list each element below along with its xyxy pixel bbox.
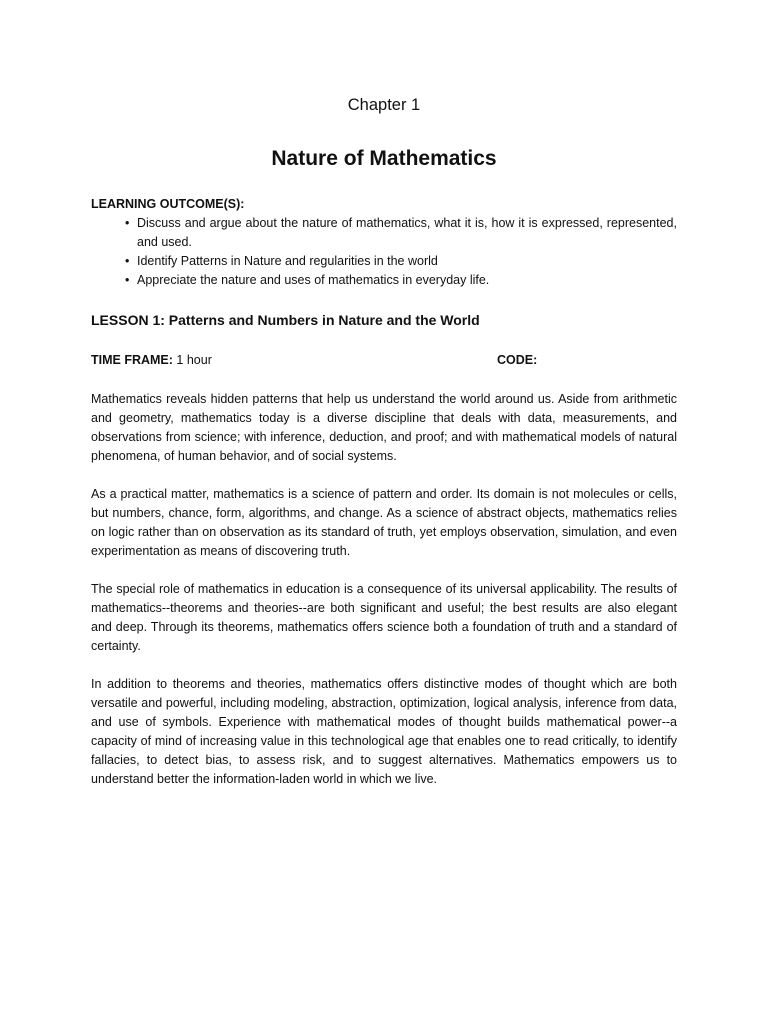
list-item <box>125 252 677 271</box>
list-item <box>125 271 677 290</box>
learning-outcome-text: Appreciate the nature and uses of mathematics in everyday life. <box>137 273 490 287</box>
learning-outcomes-heading: LEARNING OUTCOME(S): <box>91 197 245 211</box>
bullet-icon: • <box>125 254 130 268</box>
lesson-title: Patterns and Numbers in Nature and the World <box>168 312 480 328</box>
bullet-icon: • <box>125 273 130 287</box>
code-label: CODE: <box>497 353 538 367</box>
time-frame-value: 1 hour <box>176 353 212 367</box>
list-item <box>125 214 677 252</box>
learning-outcome-text: Identify Patterns in Nature and regularities in the world <box>137 254 438 268</box>
page-content <box>91 94 677 789</box>
body-paragraph: In addition to theorems and theories, mathematics offers distinctive modes of thought which are both versatile and powerful, including modeling, abstraction, optimization, logical analysis, inference from data, and use of symbols. Experience with mathematical modes of thought builds mathematical power--a capacity of mind of increasing value in this technological age that enables one to read critically, to identify fallacies, to detect bias, to assess risk, and to suggest alternatives. Mathematics empowers us to understand better the information-laden world in which we live. <box>91 677 677 786</box>
body-paragraph: As a practical matter, mathematics is a science of pattern and order. Its domain is not molecules or cells, but numbers, chance, form, algorithms, and change. As a science of abstract objects, mathematics relies on logic rather than on observation as its standard of truth, yet employs observation, simulation, and even experimentation as means of discovering truth. <box>91 487 677 558</box>
time-frame-label: TIME FRAME: <box>91 353 173 367</box>
time-frame <box>91 351 212 370</box>
body-paragraph: Mathematics reveals hidden patterns that help us understand the world around us. Aside from arithmetic and geometry, mathematics today is a diverse discipline that deals with data, measurements, and observations from science; with inference, deduction, and proof; and with mathematical models of natural phenomena, of human behavior, and of social systems. <box>91 392 677 463</box>
learning-outcomes-list <box>91 214 677 290</box>
time-frame-row <box>91 351 677 370</box>
lesson-heading <box>91 311 677 330</box>
bullet-icon: • <box>125 216 130 230</box>
page-title: Nature of Mathematics <box>271 147 497 170</box>
lesson-label: LESSON 1: <box>91 312 165 328</box>
chapter-label: Chapter 1 <box>347 96 421 114</box>
body-paragraph: The special role of mathematics in education is a consequence of its universal applicability. The results of mathematics--theorems and theories--are both significant and useful; the best results are also elegant and deep. Through its theorems, mathematics offers science both a foundation of truth and a standard of certainty. <box>91 582 677 653</box>
learning-outcome-text: Discuss and argue about the nature of mathematics, what it is, how it is expressed, represented, and used. <box>137 216 677 249</box>
